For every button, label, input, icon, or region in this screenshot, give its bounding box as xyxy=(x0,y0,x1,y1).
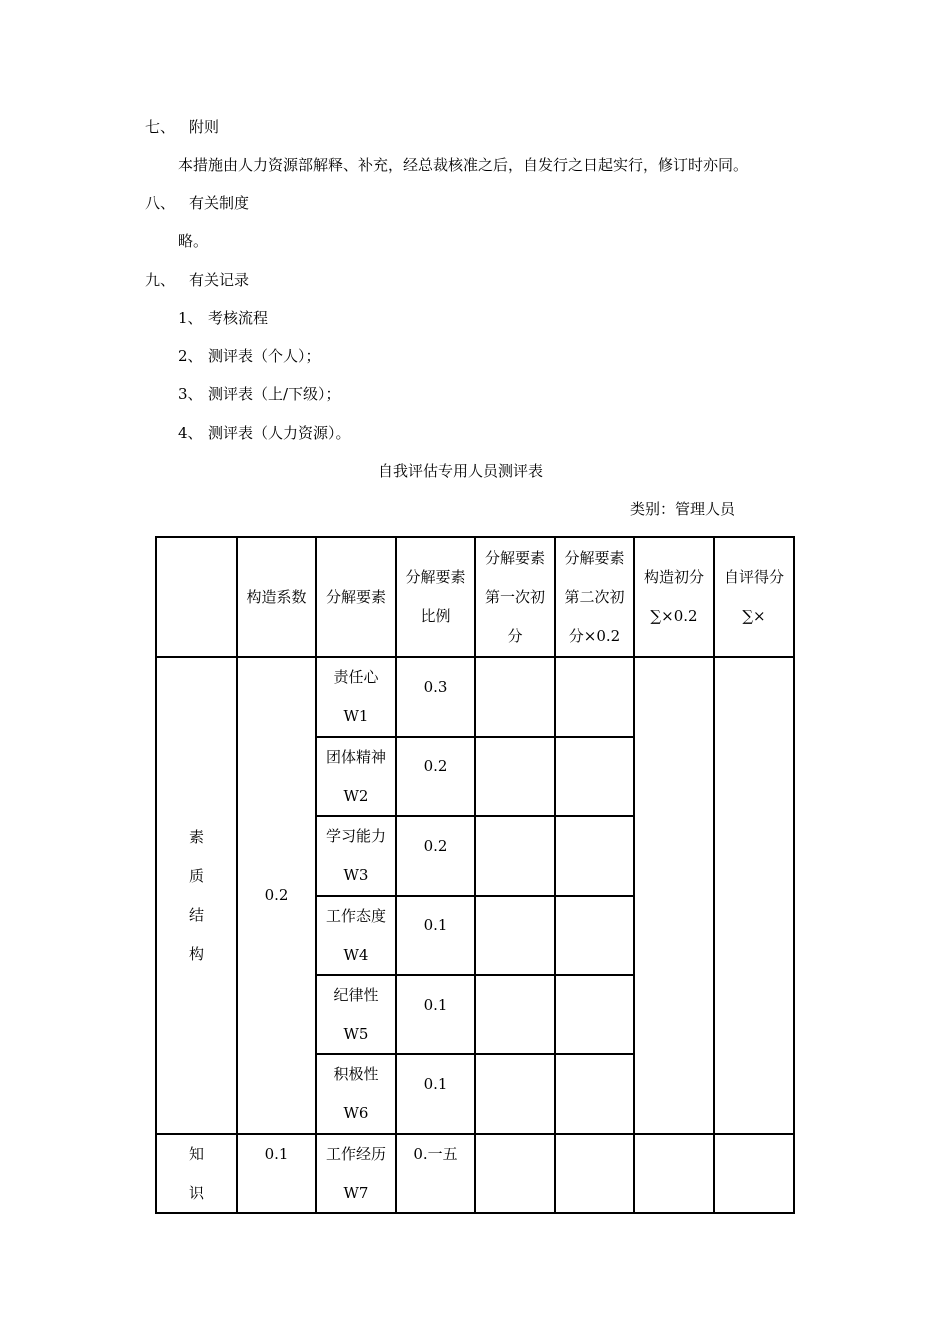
header-first-score: 分解要素 第一次初 分 xyxy=(484,548,545,645)
group-coef: 0.1 xyxy=(264,1145,289,1163)
section-heading-9 xyxy=(145,270,249,290)
factor-cell: 纪律性 W5 xyxy=(333,986,379,1043)
factor-cell: 工作经历 W7 xyxy=(325,1145,386,1202)
factor-cell: 团体精神 W2 xyxy=(325,748,386,805)
section-title: 有关记录 xyxy=(189,271,250,289)
ratio-cell: 0.1 xyxy=(423,1075,448,1093)
paragraph-appendix: 本措施由人力资源部解释、补充，经总裁核准之后，自发行之日起实行，修订时亦同。 xyxy=(178,156,749,174)
record-item: 1、 考核流程 xyxy=(178,309,269,327)
group-label-knowledge: 知 识 xyxy=(188,1145,204,1202)
section-title: 有关制度 xyxy=(189,194,250,212)
ratio-cell: 0.1 xyxy=(423,916,448,934)
header-second-score: 分解要素 第二次初 分×0.2 xyxy=(564,548,625,645)
ratio-cell: 0.一五 xyxy=(413,1145,458,1163)
ratio-cell: 0.2 xyxy=(423,757,448,775)
ratio-cell: 0.3 xyxy=(423,678,448,696)
section-number: 七、 xyxy=(145,118,176,136)
factor-cell: 学习能力 W3 xyxy=(325,827,386,884)
header-structure-score: 构造初分 ∑×0.2 xyxy=(643,568,704,625)
ratio-cell: 0.2 xyxy=(423,837,448,855)
header-self-score: 自评得分 ∑× xyxy=(723,568,784,625)
record-item: 2、 测评表（个人）； xyxy=(178,347,321,365)
record-item: 4、 测评表（人力资源）。 xyxy=(178,424,351,442)
section-number: 八、 xyxy=(145,194,176,212)
factor-cell: 积极性 W6 xyxy=(333,1065,379,1122)
paragraph-related-rules: 略。 xyxy=(178,232,209,250)
ratio-cell: 0.1 xyxy=(423,996,448,1014)
header-factor: 分解要素 xyxy=(325,587,386,606)
header-ratio: 分解要素 比例 xyxy=(405,568,466,625)
section-heading-8 xyxy=(145,193,249,213)
section-heading-7 xyxy=(145,117,219,137)
section-title: 附则 xyxy=(189,118,220,136)
category-label: 类别：管理人员 xyxy=(630,500,736,518)
group-coef: 0.2 xyxy=(264,886,289,904)
form-title: 自我评估专用人员测评表 xyxy=(378,462,544,480)
record-item: 3、 测评表（上/下级）； xyxy=(178,385,341,403)
header-coef: 构造系数 xyxy=(246,587,307,606)
factor-cell: 工作态度 W4 xyxy=(325,907,386,964)
section-number: 九、 xyxy=(145,271,176,289)
group-label-quality: 素 质 结 构 xyxy=(188,827,204,963)
factor-cell: 责任心 W1 xyxy=(333,668,379,725)
